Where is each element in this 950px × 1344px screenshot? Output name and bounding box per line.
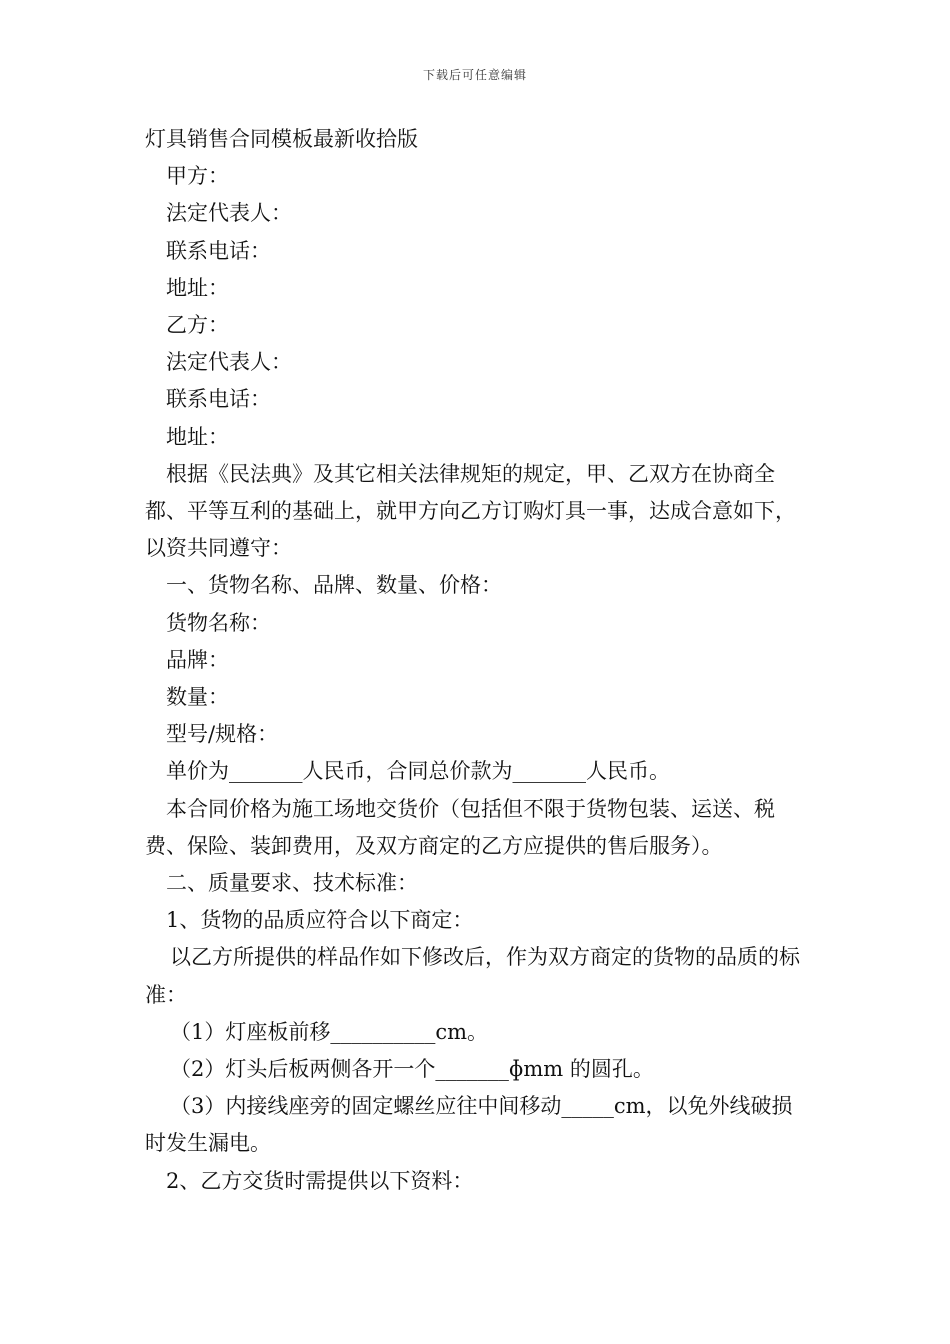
modification-3: （3）内接线座旁的固定螺丝应往中间移动_____cm，以免外线破损时发生漏电。 — [145, 1094, 793, 1156]
document-body — [145, 121, 810, 1200]
section-2-heading: 二、质量要求、技术标准： — [166, 871, 418, 896]
preamble-paragraph: 根据《民法典》及其它相关法律规矩的规定，甲、乙双方在协商全都、平等互利的基础上，就甲方向乙方订购灯具一事，达成合意如下，以资共同遵守： — [145, 461, 796, 561]
modification-1: （1）灯座板前移__________cm。 — [170, 1019, 489, 1044]
party-a-label: 甲方： — [166, 164, 229, 189]
party-b-representative: 法定代表人： — [166, 350, 292, 375]
page-header: 下载后可任意编辑 — [422, 68, 527, 82]
party-a-phone: 联系电话： — [166, 238, 271, 263]
quality-item-2: 2、乙方交货时需提供以下资料： — [166, 1168, 474, 1193]
party-b-address: 地址： — [166, 424, 229, 449]
model-spec-field: 型号/规格： — [166, 722, 279, 747]
price-terms-paragraph: 本合同价格为施工场地交货价（包括但不限于货物包装、运送、税费、保险、装卸费用，及双方商定的乙方应提供的售后服务）。 — [145, 796, 775, 858]
document-title: 灯具销售合同模板最新收拾版 — [145, 127, 418, 151]
party-a-address: 地址： — [166, 275, 229, 300]
section-1-heading: 一、货物名称、品牌、数量、价格： — [166, 573, 502, 598]
goods-name-field: 货物名称： — [166, 610, 271, 635]
party-a-representative: 法定代表人： — [166, 201, 292, 226]
quantity-field: 数量： — [166, 685, 229, 710]
party-b-phone: 联系电话： — [166, 387, 271, 412]
unit-price-line: 单价为_______人民币，合同总价款为_______人民币。 — [166, 759, 670, 784]
modification-2: （2）灯头后板两侧各开一个_______ɸmm 的圆孔。 — [170, 1057, 654, 1082]
party-b-label: 乙方： — [166, 313, 229, 338]
quality-standard-paragraph: 以乙方所提供的样品作如下修改后，作为双方商定的货物的品质的标准： — [145, 945, 800, 1007]
brand-field: 品牌： — [166, 647, 229, 672]
quality-item-1: 1、货物的品质应符合以下商定： — [166, 908, 474, 933]
